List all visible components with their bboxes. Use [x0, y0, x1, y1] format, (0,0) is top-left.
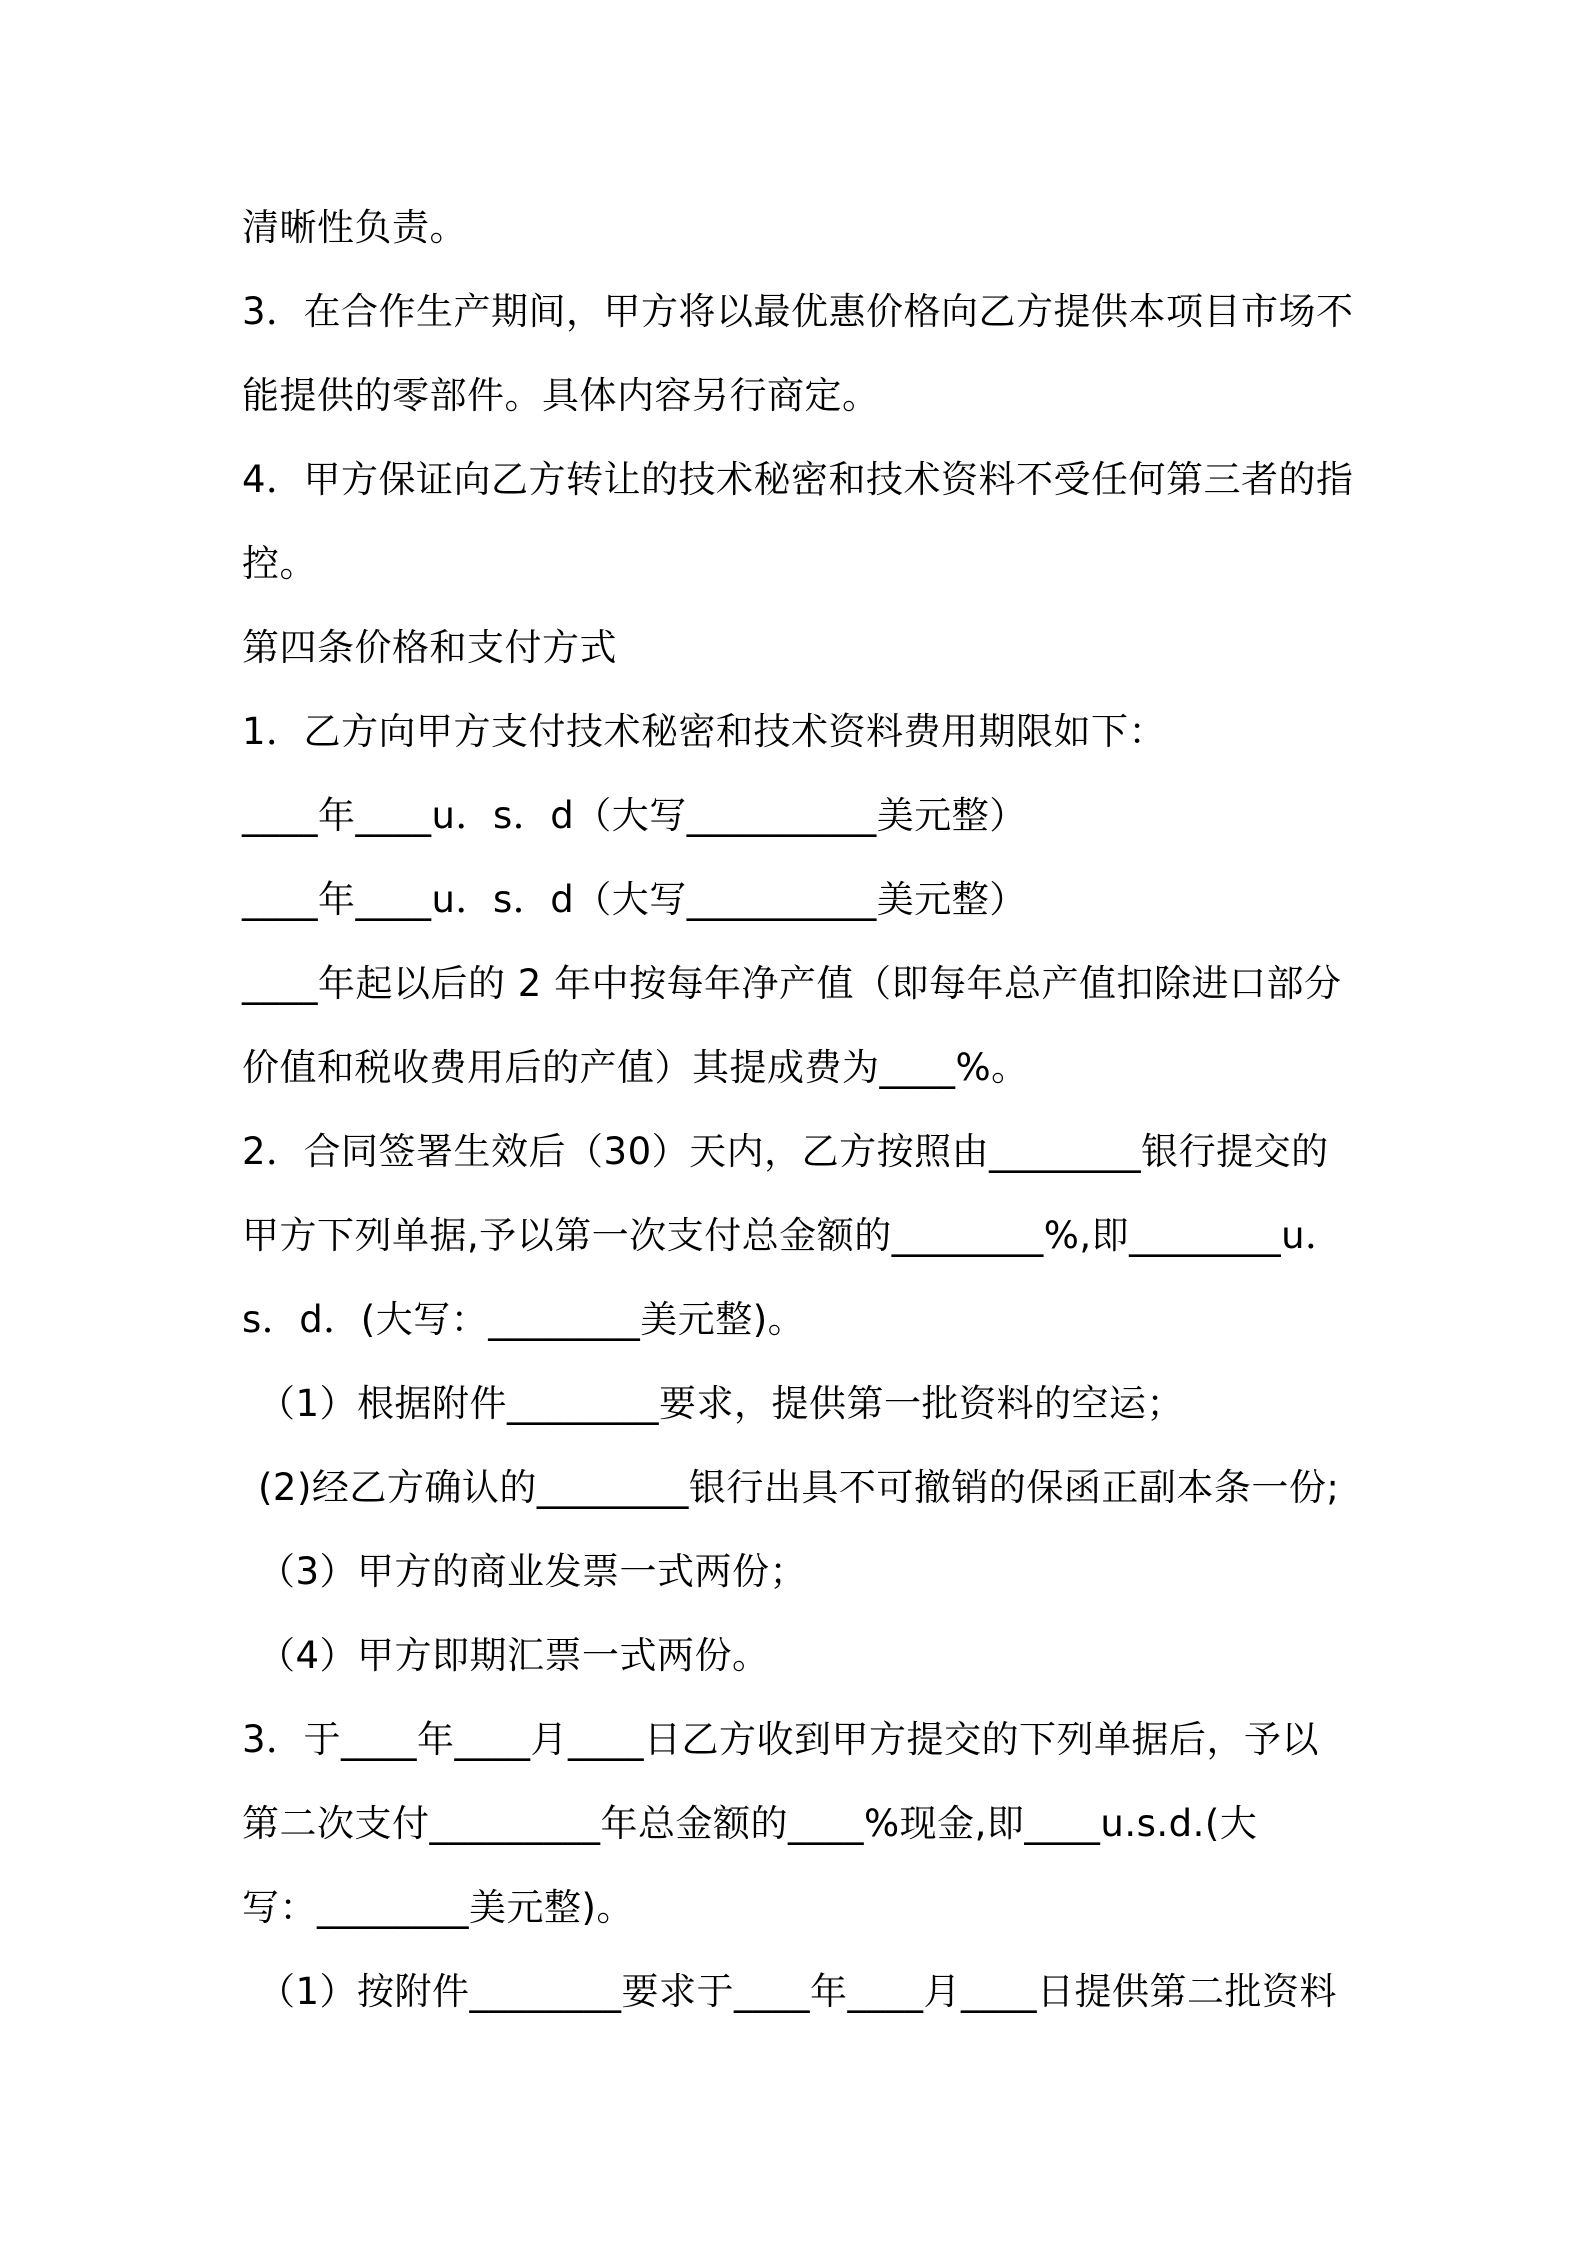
- text-line: ____年____u．s．d（大写__________美元整）: [242, 794, 1027, 837]
- list-item: （1）根据附件________要求，提供第一批资料的空运；: [258, 1382, 1185, 1425]
- text-line: 1．乙方向甲方支付技术秘密和技术资料费用期限如下：: [242, 710, 1167, 753]
- text-line: 甲方下列单据,予以第一次支付总金额的________%,即________u．: [242, 1214, 1343, 1257]
- text-line: ____年____u．s．d（大写__________美元整）: [242, 878, 1027, 921]
- text-line: ____年起以后的 2 年中按每年净产值（即每年总产值扣除进口部分: [242, 962, 1342, 1005]
- list-item: （1）按附件________要求于____年____月____日提供第二批资料: [258, 1970, 1338, 2013]
- text-line: 能提供的零部件。具体内容另行商定。: [242, 374, 880, 417]
- list-item: （4）甲方即期汇票一式两份。: [258, 1634, 770, 1677]
- text-line: 控。: [242, 542, 317, 585]
- list-item: （3）甲方的商业发票一式两份；: [258, 1550, 808, 1593]
- text-line: 4．甲方保证向乙方转让的技术秘密和技术资料不受任何第三者的指: [242, 458, 1354, 501]
- text-line: 价值和税收费用后的产值）其提成费为____%。: [242, 1046, 1029, 1089]
- text-line: 3．于____年____月____日乙方收到甲方提交的下列单据后，予以: [242, 1718, 1320, 1761]
- text-line: 3．在合作生产期间，甲方将以最优惠价格向乙方提供本项目市场不: [242, 290, 1354, 333]
- text-line: 2．合同签署生效后（30）天内，乙方按照由________银行提交的: [242, 1130, 1329, 1173]
- text-line: s．d．(大写：________美元整)。: [242, 1298, 806, 1341]
- list-item: (2)经乙方确认的________银行出具不可撤销的保函正副本条一份;: [258, 1466, 1340, 1509]
- section-heading: 第四条价格和支付方式: [242, 626, 617, 669]
- text-line: 写：________美元整)。: [242, 1886, 634, 1929]
- text-line: 清晰性负责。: [242, 206, 467, 249]
- text-line: 第二次支付_________年总金额的____%现金,即____u.s.d.(大: [242, 1802, 1258, 1845]
